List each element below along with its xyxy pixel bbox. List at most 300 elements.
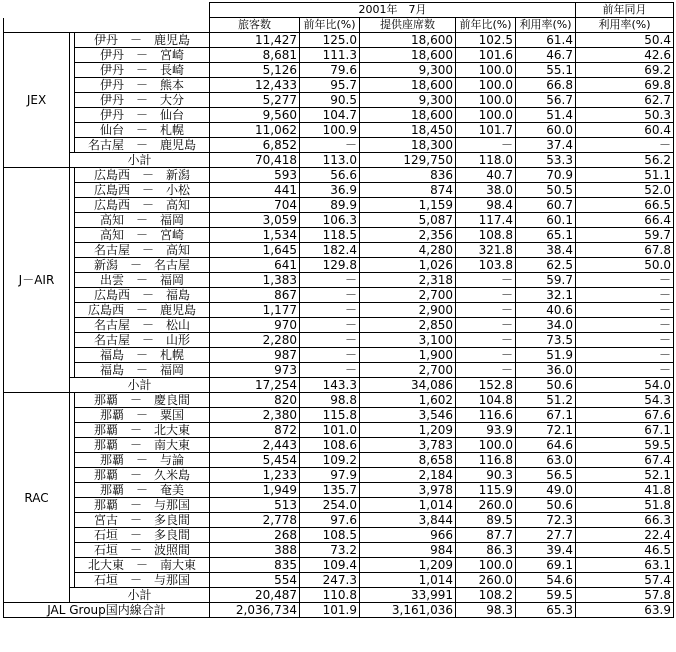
cell-lf: 62.5 bbox=[516, 258, 576, 273]
table-row bbox=[4, 78, 674, 93]
header-blank bbox=[4, 18, 210, 33]
cell-seats: 18,600 bbox=[360, 48, 456, 63]
subtotal-seats_yoy: 152.8 bbox=[456, 378, 516, 393]
cell-prev_lf: 46.5 bbox=[576, 543, 674, 558]
cell-pax: 641 bbox=[210, 258, 300, 273]
grand-total-pax_yoy: 101.9 bbox=[300, 603, 360, 618]
header-row-columns bbox=[4, 18, 674, 33]
cell-pax_yoy: － bbox=[300, 138, 360, 153]
route-name: 那覇 － 久米島 bbox=[75, 468, 210, 483]
cell-lf: 39.4 bbox=[516, 543, 576, 558]
cell-seats_yoy: 101.6 bbox=[456, 48, 516, 63]
route-name: 伊丹 － 鹿児島 bbox=[75, 33, 210, 48]
grand-total-prev_lf: 63.9 bbox=[576, 603, 674, 618]
table-row bbox=[4, 288, 674, 303]
table-row bbox=[4, 108, 674, 123]
cell-pax: 1,949 bbox=[210, 483, 300, 498]
table-row bbox=[4, 438, 674, 453]
cell-prev_lf: 59.7 bbox=[576, 228, 674, 243]
cell-lf: 40.6 bbox=[516, 303, 576, 318]
cell-lf: 72.1 bbox=[516, 423, 576, 438]
route-name: 高知 － 宮崎 bbox=[75, 228, 210, 243]
cell-lf: 61.4 bbox=[516, 33, 576, 48]
cell-seats: 2,184 bbox=[360, 468, 456, 483]
cell-seats_yoy: 116.6 bbox=[456, 408, 516, 423]
table-row bbox=[4, 408, 674, 423]
grand-total-seats: 3,161,036 bbox=[360, 603, 456, 618]
cell-lf: 55.1 bbox=[516, 63, 576, 78]
cell-seats_yoy: 117.4 bbox=[456, 213, 516, 228]
cell-seats_yoy: 100.0 bbox=[456, 63, 516, 78]
route-name: 新潟 － 名古屋 bbox=[75, 258, 210, 273]
subtotal-prev_lf: 56.2 bbox=[576, 153, 674, 168]
cell-pax: 593 bbox=[210, 168, 300, 183]
cell-pax_yoy: 97.9 bbox=[300, 468, 360, 483]
cell-lf: 70.9 bbox=[516, 168, 576, 183]
table-row bbox=[4, 93, 674, 108]
cell-prev_lf: 67.4 bbox=[576, 453, 674, 468]
cell-pax: 820 bbox=[210, 393, 300, 408]
subtotal-prev_lf: 57.8 bbox=[576, 588, 674, 603]
cell-prev_lf: 51.8 bbox=[576, 498, 674, 513]
subtotal-seats: 129,750 bbox=[360, 153, 456, 168]
cell-lf: 37.4 bbox=[516, 138, 576, 153]
cell-seats: 2,318 bbox=[360, 273, 456, 288]
cell-pax: 2,778 bbox=[210, 513, 300, 528]
route-name: 伊丹 － 熊本 bbox=[75, 78, 210, 93]
table-row bbox=[4, 273, 674, 288]
cell-pax_yoy: 97.6 bbox=[300, 513, 360, 528]
cell-seats_yoy: 115.9 bbox=[456, 483, 516, 498]
prev-load-factor-header: 利用率(%) bbox=[576, 18, 674, 33]
cell-prev_lf: － bbox=[576, 318, 674, 333]
table-row bbox=[4, 318, 674, 333]
cell-prev_lf: 57.4 bbox=[576, 573, 674, 588]
cell-seats: 2,900 bbox=[360, 303, 456, 318]
cell-pax: 441 bbox=[210, 183, 300, 198]
cell-pax_yoy: 104.7 bbox=[300, 108, 360, 123]
cell-seats: 3,783 bbox=[360, 438, 456, 453]
cell-pax: 1,383 bbox=[210, 273, 300, 288]
route-name: 広島西 － 高知 bbox=[75, 198, 210, 213]
cell-prev_lf: 54.3 bbox=[576, 393, 674, 408]
cell-pax_yoy: － bbox=[300, 288, 360, 303]
route-name: 広島西 － 鹿児島 bbox=[75, 303, 210, 318]
cell-pax_yoy: 254.0 bbox=[300, 498, 360, 513]
cell-seats: 18,600 bbox=[360, 33, 456, 48]
table-row bbox=[4, 258, 674, 273]
cell-seats_yoy: 89.5 bbox=[456, 513, 516, 528]
cell-prev_lf: － bbox=[576, 333, 674, 348]
cell-pax_yoy: － bbox=[300, 303, 360, 318]
table-row bbox=[4, 183, 674, 198]
cell-seats: 2,850 bbox=[360, 318, 456, 333]
cell-prev_lf: － bbox=[576, 303, 674, 318]
subtotal-pax_yoy: 143.3 bbox=[300, 378, 360, 393]
route-name: 福島 － 福岡 bbox=[75, 363, 210, 378]
cell-pax: 5,277 bbox=[210, 93, 300, 108]
cell-prev_lf: 67.8 bbox=[576, 243, 674, 258]
cell-seats: 2,356 bbox=[360, 228, 456, 243]
cell-prev_lf: 22.4 bbox=[576, 528, 674, 543]
subtotal-pax_yoy: 110.8 bbox=[300, 588, 360, 603]
subtotal-seats_yoy: 108.2 bbox=[456, 588, 516, 603]
cell-pax_yoy: － bbox=[300, 348, 360, 363]
cell-pax: 2,380 bbox=[210, 408, 300, 423]
cell-pax_yoy: 36.9 bbox=[300, 183, 360, 198]
cell-seats_yoy: － bbox=[456, 333, 516, 348]
cell-pax_yoy: 247.3 bbox=[300, 573, 360, 588]
cell-pax: 970 bbox=[210, 318, 300, 333]
cell-pax: 9,560 bbox=[210, 108, 300, 123]
table-row bbox=[4, 33, 674, 48]
cell-seats_yoy: 100.0 bbox=[456, 93, 516, 108]
cell-seats: 1,209 bbox=[360, 423, 456, 438]
traffic-table bbox=[3, 2, 674, 618]
route-name: 名古屋 － 山形 bbox=[75, 333, 210, 348]
route-name: 石垣 － 波照間 bbox=[75, 543, 210, 558]
cell-lf: 59.7 bbox=[516, 273, 576, 288]
header-blank bbox=[4, 3, 210, 18]
cell-lf: 51.9 bbox=[516, 348, 576, 363]
cell-prev_lf: 50.4 bbox=[576, 33, 674, 48]
cell-prev_lf: 60.4 bbox=[576, 123, 674, 138]
cell-seats: 3,844 bbox=[360, 513, 456, 528]
route-name: 伊丹 － 長崎 bbox=[75, 63, 210, 78]
cell-seats_yoy: 100.0 bbox=[456, 438, 516, 453]
cell-pax: 5,454 bbox=[210, 453, 300, 468]
cell-prev_lf: 52.0 bbox=[576, 183, 674, 198]
cell-seats: 2,700 bbox=[360, 288, 456, 303]
cell-pax: 8,681 bbox=[210, 48, 300, 63]
cell-pax: 973 bbox=[210, 363, 300, 378]
table-row bbox=[4, 63, 674, 78]
route-name: 広島西 － 小松 bbox=[75, 183, 210, 198]
route-name: 高知 － 福岡 bbox=[75, 213, 210, 228]
column-header: 利用率(%) bbox=[516, 18, 576, 33]
cell-seats: 1,014 bbox=[360, 498, 456, 513]
cell-lf: 60.1 bbox=[516, 213, 576, 228]
cell-pax_yoy: － bbox=[300, 273, 360, 288]
cell-seats_yoy: － bbox=[456, 138, 516, 153]
cell-lf: 56.5 bbox=[516, 468, 576, 483]
cell-seats_yoy: 86.3 bbox=[456, 543, 516, 558]
column-header: 前年比(%) bbox=[300, 18, 360, 33]
cell-pax: 1,177 bbox=[210, 303, 300, 318]
route-name: 出雲 － 福岡 bbox=[75, 273, 210, 288]
cell-seats_yoy: 93.9 bbox=[456, 423, 516, 438]
cell-seats: 18,600 bbox=[360, 108, 456, 123]
cell-pax_yoy: － bbox=[300, 333, 360, 348]
cell-seats: 9,300 bbox=[360, 63, 456, 78]
cell-seats_yoy: － bbox=[456, 303, 516, 318]
cell-lf: 64.6 bbox=[516, 438, 576, 453]
cell-pax: 2,443 bbox=[210, 438, 300, 453]
route-name: 那覇 － 粟国 bbox=[75, 408, 210, 423]
cell-prev_lf: － bbox=[576, 348, 674, 363]
cell-prev_lf: － bbox=[576, 363, 674, 378]
period-label: 2001年 7月 bbox=[210, 3, 576, 18]
cell-seats: 2,700 bbox=[360, 363, 456, 378]
cell-lf: 50.5 bbox=[516, 183, 576, 198]
cell-pax: 704 bbox=[210, 198, 300, 213]
route-name: 名古屋 － 高知 bbox=[75, 243, 210, 258]
cell-seats: 984 bbox=[360, 543, 456, 558]
route-name: 那覇 － 北大東 bbox=[75, 423, 210, 438]
table-row bbox=[4, 543, 674, 558]
cell-prev_lf: 67.1 bbox=[576, 423, 674, 438]
route-name: 那覇 － 与那国 bbox=[75, 498, 210, 513]
table-row bbox=[4, 453, 674, 468]
cell-pax: 388 bbox=[210, 543, 300, 558]
cell-prev_lf: 69.8 bbox=[576, 78, 674, 93]
cell-prev_lf: 67.6 bbox=[576, 408, 674, 423]
airline-name: JEX bbox=[4, 33, 70, 168]
cell-seats_yoy: 321.8 bbox=[456, 243, 516, 258]
cell-seats: 3,978 bbox=[360, 483, 456, 498]
cell-lf: 72.3 bbox=[516, 513, 576, 528]
cell-prev_lf: 59.5 bbox=[576, 438, 674, 453]
cell-pax_yoy: 56.6 bbox=[300, 168, 360, 183]
route-name: 那覇 － 南大東 bbox=[75, 438, 210, 453]
table-row bbox=[4, 528, 674, 543]
table-row bbox=[4, 228, 674, 243]
cell-seats: 1,014 bbox=[360, 573, 456, 588]
cell-pax_yoy: 111.3 bbox=[300, 48, 360, 63]
table-row bbox=[4, 168, 674, 183]
cell-seats_yoy: 100.0 bbox=[456, 78, 516, 93]
grand-total-row bbox=[4, 603, 674, 618]
cell-seats_yoy: 116.8 bbox=[456, 453, 516, 468]
table-row bbox=[4, 513, 674, 528]
cell-pax_yoy: 90.5 bbox=[300, 93, 360, 108]
cell-seats: 18,300 bbox=[360, 138, 456, 153]
table-row bbox=[4, 48, 674, 63]
cell-seats_yoy: 260.0 bbox=[456, 573, 516, 588]
cell-pax_yoy: 95.7 bbox=[300, 78, 360, 93]
cell-lf: 27.7 bbox=[516, 528, 576, 543]
cell-lf: 50.6 bbox=[516, 498, 576, 513]
cell-seats_yoy: 100.0 bbox=[456, 108, 516, 123]
cell-prev_lf: 42.6 bbox=[576, 48, 674, 63]
subtotal-row bbox=[4, 378, 674, 393]
cell-prev_lf: 50.0 bbox=[576, 258, 674, 273]
table-row bbox=[4, 483, 674, 498]
cell-pax_yoy: 109.4 bbox=[300, 558, 360, 573]
cell-prev_lf: 69.2 bbox=[576, 63, 674, 78]
cell-prev_lf: － bbox=[576, 273, 674, 288]
cell-pax: 987 bbox=[210, 348, 300, 363]
cell-prev_lf: 51.1 bbox=[576, 168, 674, 183]
subtotal-label: 小計 bbox=[70, 153, 210, 168]
cell-seats_yoy: 108.8 bbox=[456, 228, 516, 243]
cell-pax_yoy: 106.3 bbox=[300, 213, 360, 228]
cell-prev_lf: 41.8 bbox=[576, 483, 674, 498]
cell-seats_yoy: 104.8 bbox=[456, 393, 516, 408]
cell-seats_yoy: 103.8 bbox=[456, 258, 516, 273]
grand-total-seats_yoy: 98.3 bbox=[456, 603, 516, 618]
cell-seats: 1,209 bbox=[360, 558, 456, 573]
column-header: 提供座席数 bbox=[360, 18, 456, 33]
subtotal-label: 小計 bbox=[70, 588, 210, 603]
cell-lf: 46.7 bbox=[516, 48, 576, 63]
cell-prev_lf: 62.7 bbox=[576, 93, 674, 108]
cell-seats_yoy: 102.5 bbox=[456, 33, 516, 48]
cell-seats: 3,546 bbox=[360, 408, 456, 423]
route-name: 伊丹 － 宮崎 bbox=[75, 48, 210, 63]
cell-seats: 4,280 bbox=[360, 243, 456, 258]
cell-prev_lf: 63.1 bbox=[576, 558, 674, 573]
cell-lf: 34.0 bbox=[516, 318, 576, 333]
route-name: 広島西 － 福島 bbox=[75, 288, 210, 303]
route-name: 宮古 － 多良間 bbox=[75, 513, 210, 528]
cell-pax: 12,433 bbox=[210, 78, 300, 93]
cell-seats_yoy: 260.0 bbox=[456, 498, 516, 513]
table-row bbox=[4, 363, 674, 378]
cell-prev_lf: 66.5 bbox=[576, 198, 674, 213]
route-name: 北大東 － 南大東 bbox=[75, 558, 210, 573]
cell-lf: 65.1 bbox=[516, 228, 576, 243]
cell-seats_yoy: 101.7 bbox=[456, 123, 516, 138]
cell-lf: 49.0 bbox=[516, 483, 576, 498]
cell-seats: 18,450 bbox=[360, 123, 456, 138]
cell-seats_yoy: － bbox=[456, 363, 516, 378]
cell-pax: 1,534 bbox=[210, 228, 300, 243]
table-row bbox=[4, 423, 674, 438]
prev-same-month-label: 前年同月 bbox=[576, 3, 674, 18]
cell-lf: 51.4 bbox=[516, 108, 576, 123]
cell-prev_lf: 66.3 bbox=[576, 513, 674, 528]
subtotal-pax: 70,418 bbox=[210, 153, 300, 168]
table-row bbox=[4, 213, 674, 228]
cell-lf: 60.0 bbox=[516, 123, 576, 138]
cell-seats: 836 bbox=[360, 168, 456, 183]
route-name: 那覇 － 与論 bbox=[75, 453, 210, 468]
route-name: 福島 － 札幌 bbox=[75, 348, 210, 363]
cell-lf: 51.2 bbox=[516, 393, 576, 408]
table-row bbox=[4, 123, 674, 138]
cell-pax_yoy: 109.2 bbox=[300, 453, 360, 468]
route-name: 那覇 － 奄美 bbox=[75, 483, 210, 498]
cell-pax_yoy: 118.5 bbox=[300, 228, 360, 243]
cell-pax: 2,280 bbox=[210, 333, 300, 348]
table-row bbox=[4, 198, 674, 213]
cell-pax: 5,126 bbox=[210, 63, 300, 78]
table-row bbox=[4, 243, 674, 258]
cell-pax: 1,233 bbox=[210, 468, 300, 483]
cell-seats: 966 bbox=[360, 528, 456, 543]
cell-pax_yoy: 182.4 bbox=[300, 243, 360, 258]
subtotal-pax: 20,487 bbox=[210, 588, 300, 603]
table-row bbox=[4, 393, 674, 408]
table-row bbox=[4, 558, 674, 573]
route-name: 石垣 － 多良間 bbox=[75, 528, 210, 543]
table-row bbox=[4, 468, 674, 483]
subtotal-lf: 50.6 bbox=[516, 378, 576, 393]
cell-prev_lf: 50.3 bbox=[576, 108, 674, 123]
cell-pax: 554 bbox=[210, 573, 300, 588]
cell-pax: 835 bbox=[210, 558, 300, 573]
cell-lf: 67.1 bbox=[516, 408, 576, 423]
cell-seats: 874 bbox=[360, 183, 456, 198]
route-name: 石垣 － 与那国 bbox=[75, 573, 210, 588]
table-row bbox=[4, 138, 674, 153]
table-row bbox=[4, 333, 674, 348]
cell-pax_yoy: 129.8 bbox=[300, 258, 360, 273]
route-name: 仙台 － 札幌 bbox=[75, 123, 210, 138]
subtotal-label: 小計 bbox=[70, 378, 210, 393]
cell-seats_yoy: 40.7 bbox=[456, 168, 516, 183]
cell-pax: 1,645 bbox=[210, 243, 300, 258]
cell-seats_yoy: － bbox=[456, 288, 516, 303]
cell-lf: 32.1 bbox=[516, 288, 576, 303]
cell-lf: 69.1 bbox=[516, 558, 576, 573]
cell-lf: 73.5 bbox=[516, 333, 576, 348]
cell-pax: 11,062 bbox=[210, 123, 300, 138]
route-name: 伊丹 － 大分 bbox=[75, 93, 210, 108]
cell-seats: 1,026 bbox=[360, 258, 456, 273]
grand-total-lf: 65.3 bbox=[516, 603, 576, 618]
route-name: 広島西 － 新潟 bbox=[75, 168, 210, 183]
cell-pax_yoy: 115.8 bbox=[300, 408, 360, 423]
route-name: 名古屋 － 鹿児島 bbox=[75, 138, 210, 153]
grand-total-pax: 2,036,734 bbox=[210, 603, 300, 618]
cell-pax_yoy: － bbox=[300, 318, 360, 333]
subtotal-seats: 34,086 bbox=[360, 378, 456, 393]
cell-seats_yoy: 90.3 bbox=[456, 468, 516, 483]
grand-total-label: JAL Group国内線合計 bbox=[4, 603, 210, 618]
cell-pax_yoy: 135.7 bbox=[300, 483, 360, 498]
subtotal-row bbox=[4, 153, 674, 168]
table-row bbox=[4, 348, 674, 363]
cell-pax_yoy: 100.9 bbox=[300, 123, 360, 138]
cell-lf: 66.8 bbox=[516, 78, 576, 93]
cell-seats: 1,602 bbox=[360, 393, 456, 408]
cell-pax_yoy: － bbox=[300, 363, 360, 378]
cell-seats: 1,159 bbox=[360, 198, 456, 213]
cell-pax_yoy: 79.6 bbox=[300, 63, 360, 78]
cell-pax_yoy: 108.6 bbox=[300, 438, 360, 453]
subtotal-pax: 17,254 bbox=[210, 378, 300, 393]
cell-seats_yoy: 38.0 bbox=[456, 183, 516, 198]
cell-seats_yoy: 87.7 bbox=[456, 528, 516, 543]
route-name: 伊丹 － 仙台 bbox=[75, 108, 210, 123]
cell-pax: 268 bbox=[210, 528, 300, 543]
cell-pax_yoy: 101.0 bbox=[300, 423, 360, 438]
cell-pax_yoy: 98.8 bbox=[300, 393, 360, 408]
cell-lf: 54.6 bbox=[516, 573, 576, 588]
cell-pax: 513 bbox=[210, 498, 300, 513]
subtotal-prev_lf: 54.0 bbox=[576, 378, 674, 393]
subtotal-row bbox=[4, 588, 674, 603]
airline-name: J－AIR bbox=[4, 168, 70, 393]
cell-lf: 36.0 bbox=[516, 363, 576, 378]
subtotal-lf: 53.3 bbox=[516, 153, 576, 168]
cell-pax: 11,427 bbox=[210, 33, 300, 48]
cell-pax: 3,059 bbox=[210, 213, 300, 228]
cell-pax_yoy: 108.5 bbox=[300, 528, 360, 543]
cell-pax_yoy: 89.9 bbox=[300, 198, 360, 213]
cell-lf: 56.7 bbox=[516, 93, 576, 108]
cell-pax: 6,852 bbox=[210, 138, 300, 153]
header-row-period bbox=[4, 3, 674, 18]
table-row bbox=[4, 498, 674, 513]
column-header: 旅客数 bbox=[210, 18, 300, 33]
route-name: 那覇 － 慶良間 bbox=[75, 393, 210, 408]
cell-pax: 867 bbox=[210, 288, 300, 303]
subtotal-lf: 59.5 bbox=[516, 588, 576, 603]
subtotal-seats: 33,991 bbox=[360, 588, 456, 603]
